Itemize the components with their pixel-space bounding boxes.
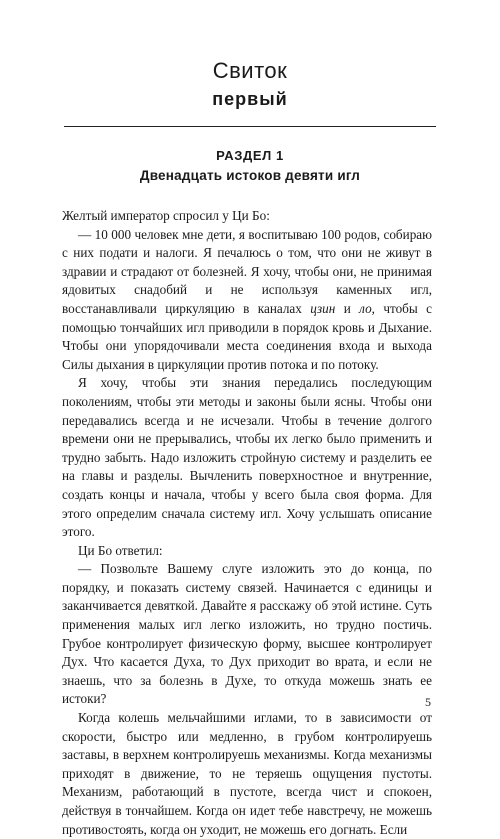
term-lo: ло bbox=[359, 300, 372, 316]
section-label: РАЗДЕЛ 1 bbox=[216, 148, 284, 163]
paragraph-2-part-2: , чтобы с помощью тончайших игл приводили в порядок кровь и Дыхание. Чтобы они упорядочивали места соединения входа и выхода Силы дыхания в циркуляции против потока и по потоку. bbox=[62, 300, 432, 372]
header-rule bbox=[64, 126, 436, 127]
paragraph-1: Желтый император спросил у Ци Бо: bbox=[62, 208, 270, 223]
paragraph-2-conj: и bbox=[335, 300, 360, 316]
paragraph-3: Я хочу, чтобы эти знания передались последующим поколениям, чтобы эти методы и законы были ясны. Чтобы они передавались всегда и не исчезали. Чтобы в течение долгого времени они не прерывались, чтобы их легко было применить и трудно забыть. Надо изложить стройную систему и разделить ее на главы и разделы. Вычленить поверхностное и внутренние, создать концы и начала, чтобы у всего была своя форма. Для этого определим сначала систему игл. Хочу услышать описание этого. bbox=[62, 375, 432, 540]
paragraph-2-part-1: — 10 000 человек мне дети, я воспитываю 100 родов, собираю с них подати и налоги. Я печалюсь о том, что они не живут в здравии и страдают от болезней. Я хочу, чтобы они, не принимая ядовитых снадобий и не используя каменных игл, восстанавливали циркуляцию в каналах bbox=[62, 226, 432, 316]
paragraph-2 bbox=[62, 226, 432, 375]
paragraph-4: Ци Бо ответил: bbox=[78, 542, 163, 558]
paragraph-5: — Позвольте Вашему слуге изложить это до конца, по порядку, и показать систему связей. Начинается с единицы и заканчивается девяткой. Давайте я расскажу об этой истине. Суть применения малых игл легко изложить, но трудно постичь. Грубое контролирует физическую форму, высшее контролирует Дух. Что касается Духа, то Дух приходит во врата, и если не знаешь, что за болезнь в Духе, то откуда можешь знать ее истоки? bbox=[62, 561, 432, 707]
body-text bbox=[62, 207, 432, 839]
scroll-title: Свиток bbox=[212, 58, 288, 83]
scroll-subtitle: первый bbox=[212, 89, 288, 109]
term-tszin: цзин bbox=[310, 300, 336, 316]
page-number: 5 bbox=[425, 695, 431, 709]
paragraph-6: Когда колешь мельчайшими иглами, то в зависимости от скорости, быстро или медленно, в грубом контролируешь заставы, в верхнем контролируешь механизмы. Когда механизмы приходят в движение, то не теряешь ощущения пустоты. Механизм, работающий в пустоте, всегда чист и спокоен, действуя в тончайшем. Когда он идет тебе навстречу, не можешь противостоять, когда он уходит, не можешь его догнать. Если bbox=[62, 710, 432, 837]
section-title: Двенадцать истоков девяти игл bbox=[139, 168, 361, 183]
